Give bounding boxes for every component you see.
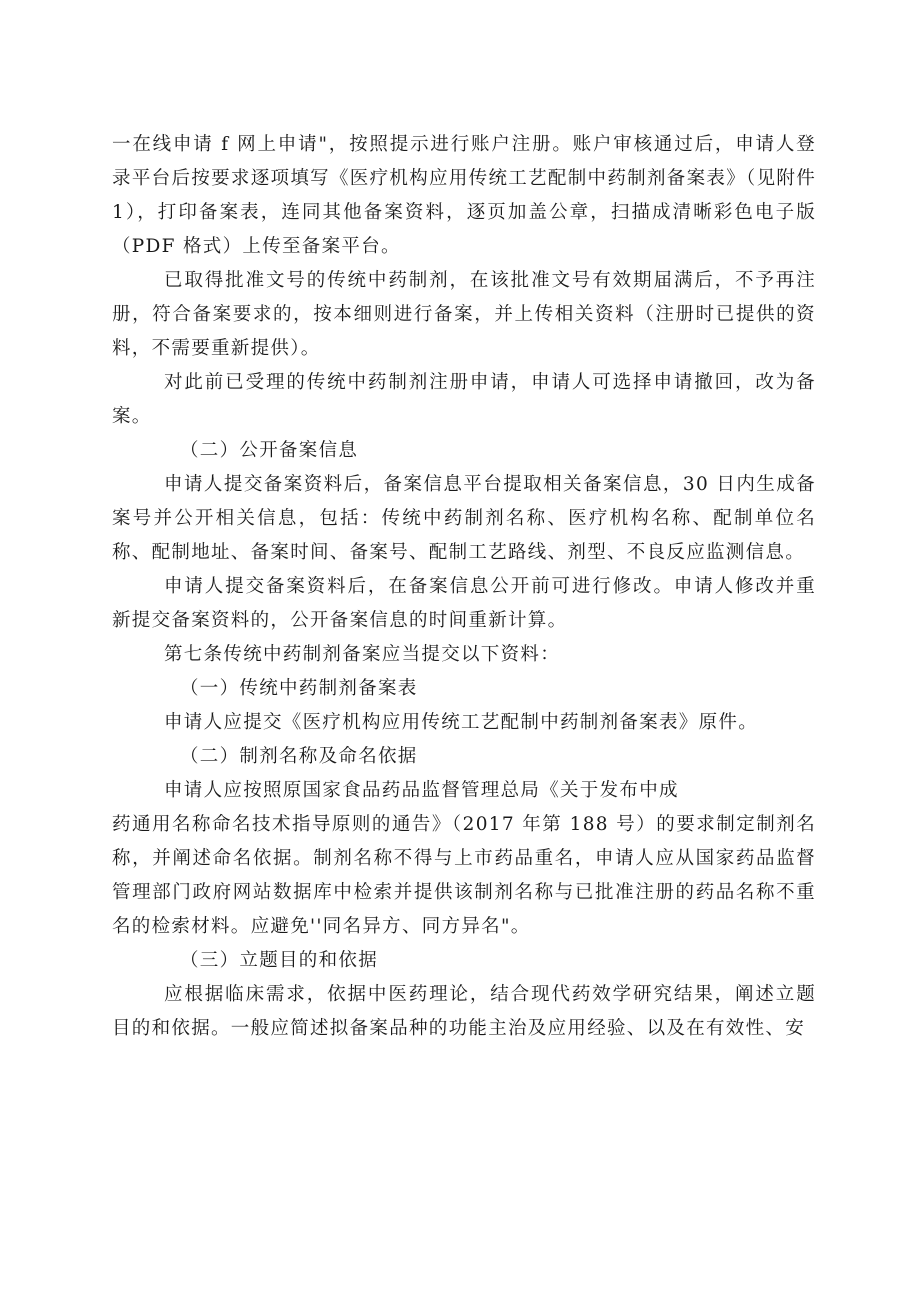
paragraph-filing-form: 申请人应提交《医疗机构应用传统工艺配制中药制剂备案表》原件。	[164, 712, 759, 733]
paragraph-modification: 申请人提交备案资料后，在备案信息公开前可进行修改。申请人修改并重新提交备案资料的，公开备案信息的时间重新计算。	[112, 576, 816, 631]
paragraph-approved-preparations: 已取得批准文号的传统中药制剂，在该批准文号有效期届满后，不予再注册，符合备案要求的，按本细则进行备案，并上传相关资料（注册时已提供的资料，不需要重新提供）。	[112, 270, 816, 359]
section-heading-purpose-basis: （三）立题目的和依据	[180, 950, 379, 971]
article-seven-heading: 第七条传统中药制剂备案应当提交以下资料：	[164, 644, 561, 665]
section-heading-name-basis: （二）制剂名称及命名依据	[180, 746, 418, 767]
paragraph-withdraw-application: 对此前已受理的传统中药制剂注册申请，申请人可选择申请撤回，改为备案。	[112, 372, 816, 427]
section-heading-filing-form: （一）传统中药制剂备案表	[180, 678, 418, 699]
section-heading-public-info: （二）公开备案信息	[180, 440, 359, 461]
paragraph-public-info: 申请人提交备案资料后，备案信息平台提取相关备案信息，30 日内生成备案号并公开相关信息，包括：传统中药制剂名称、医疗机构名称、配制单位名称、配制地址、备案时间、备案号、配制工艺路线、剂型、不良反应监测信息。	[112, 474, 816, 563]
paragraph-name-basis: 药通用名称命名技术指导原则的通告》（2017 年第 188 号）的要求制定制剂名称，并阐述命名依据。制剂名称不得与上市药品重名，申请人应从国家药品监督管理部门政府网站数据库中检索并提供该制剂名称与已批准注册的药品名称不重名的检索材料。应避免''同名异方、同方异名"。	[112, 814, 816, 937]
paragraph-name-basis-line1: 申请人应按照原国家食品药品监督管理总局《关于发布中成	[164, 780, 679, 801]
paragraph-online-application: 一在线申请 f 网上申请"，按照提示进行账户注册。账户审核通过后，申请人登录平台后按要求逐项填写《医疗机构应用传统工艺配制中药制剂备案表》（见附件 1），打印备案表，连同其他备案资料，逐页加盖公章，扫描成清晰彩色电子版（PDF 格式）上传至备案平台。	[112, 134, 816, 257]
document-body	[112, 128, 816, 1046]
paragraph-purpose-basis: 应根据临床需求，依据中医药理论，结合现代药效学研究结果，阐述立题目的和依据。一般应简述拟备案品种的功能主治及应用经验、以及在有效性、安	[112, 984, 816, 1039]
